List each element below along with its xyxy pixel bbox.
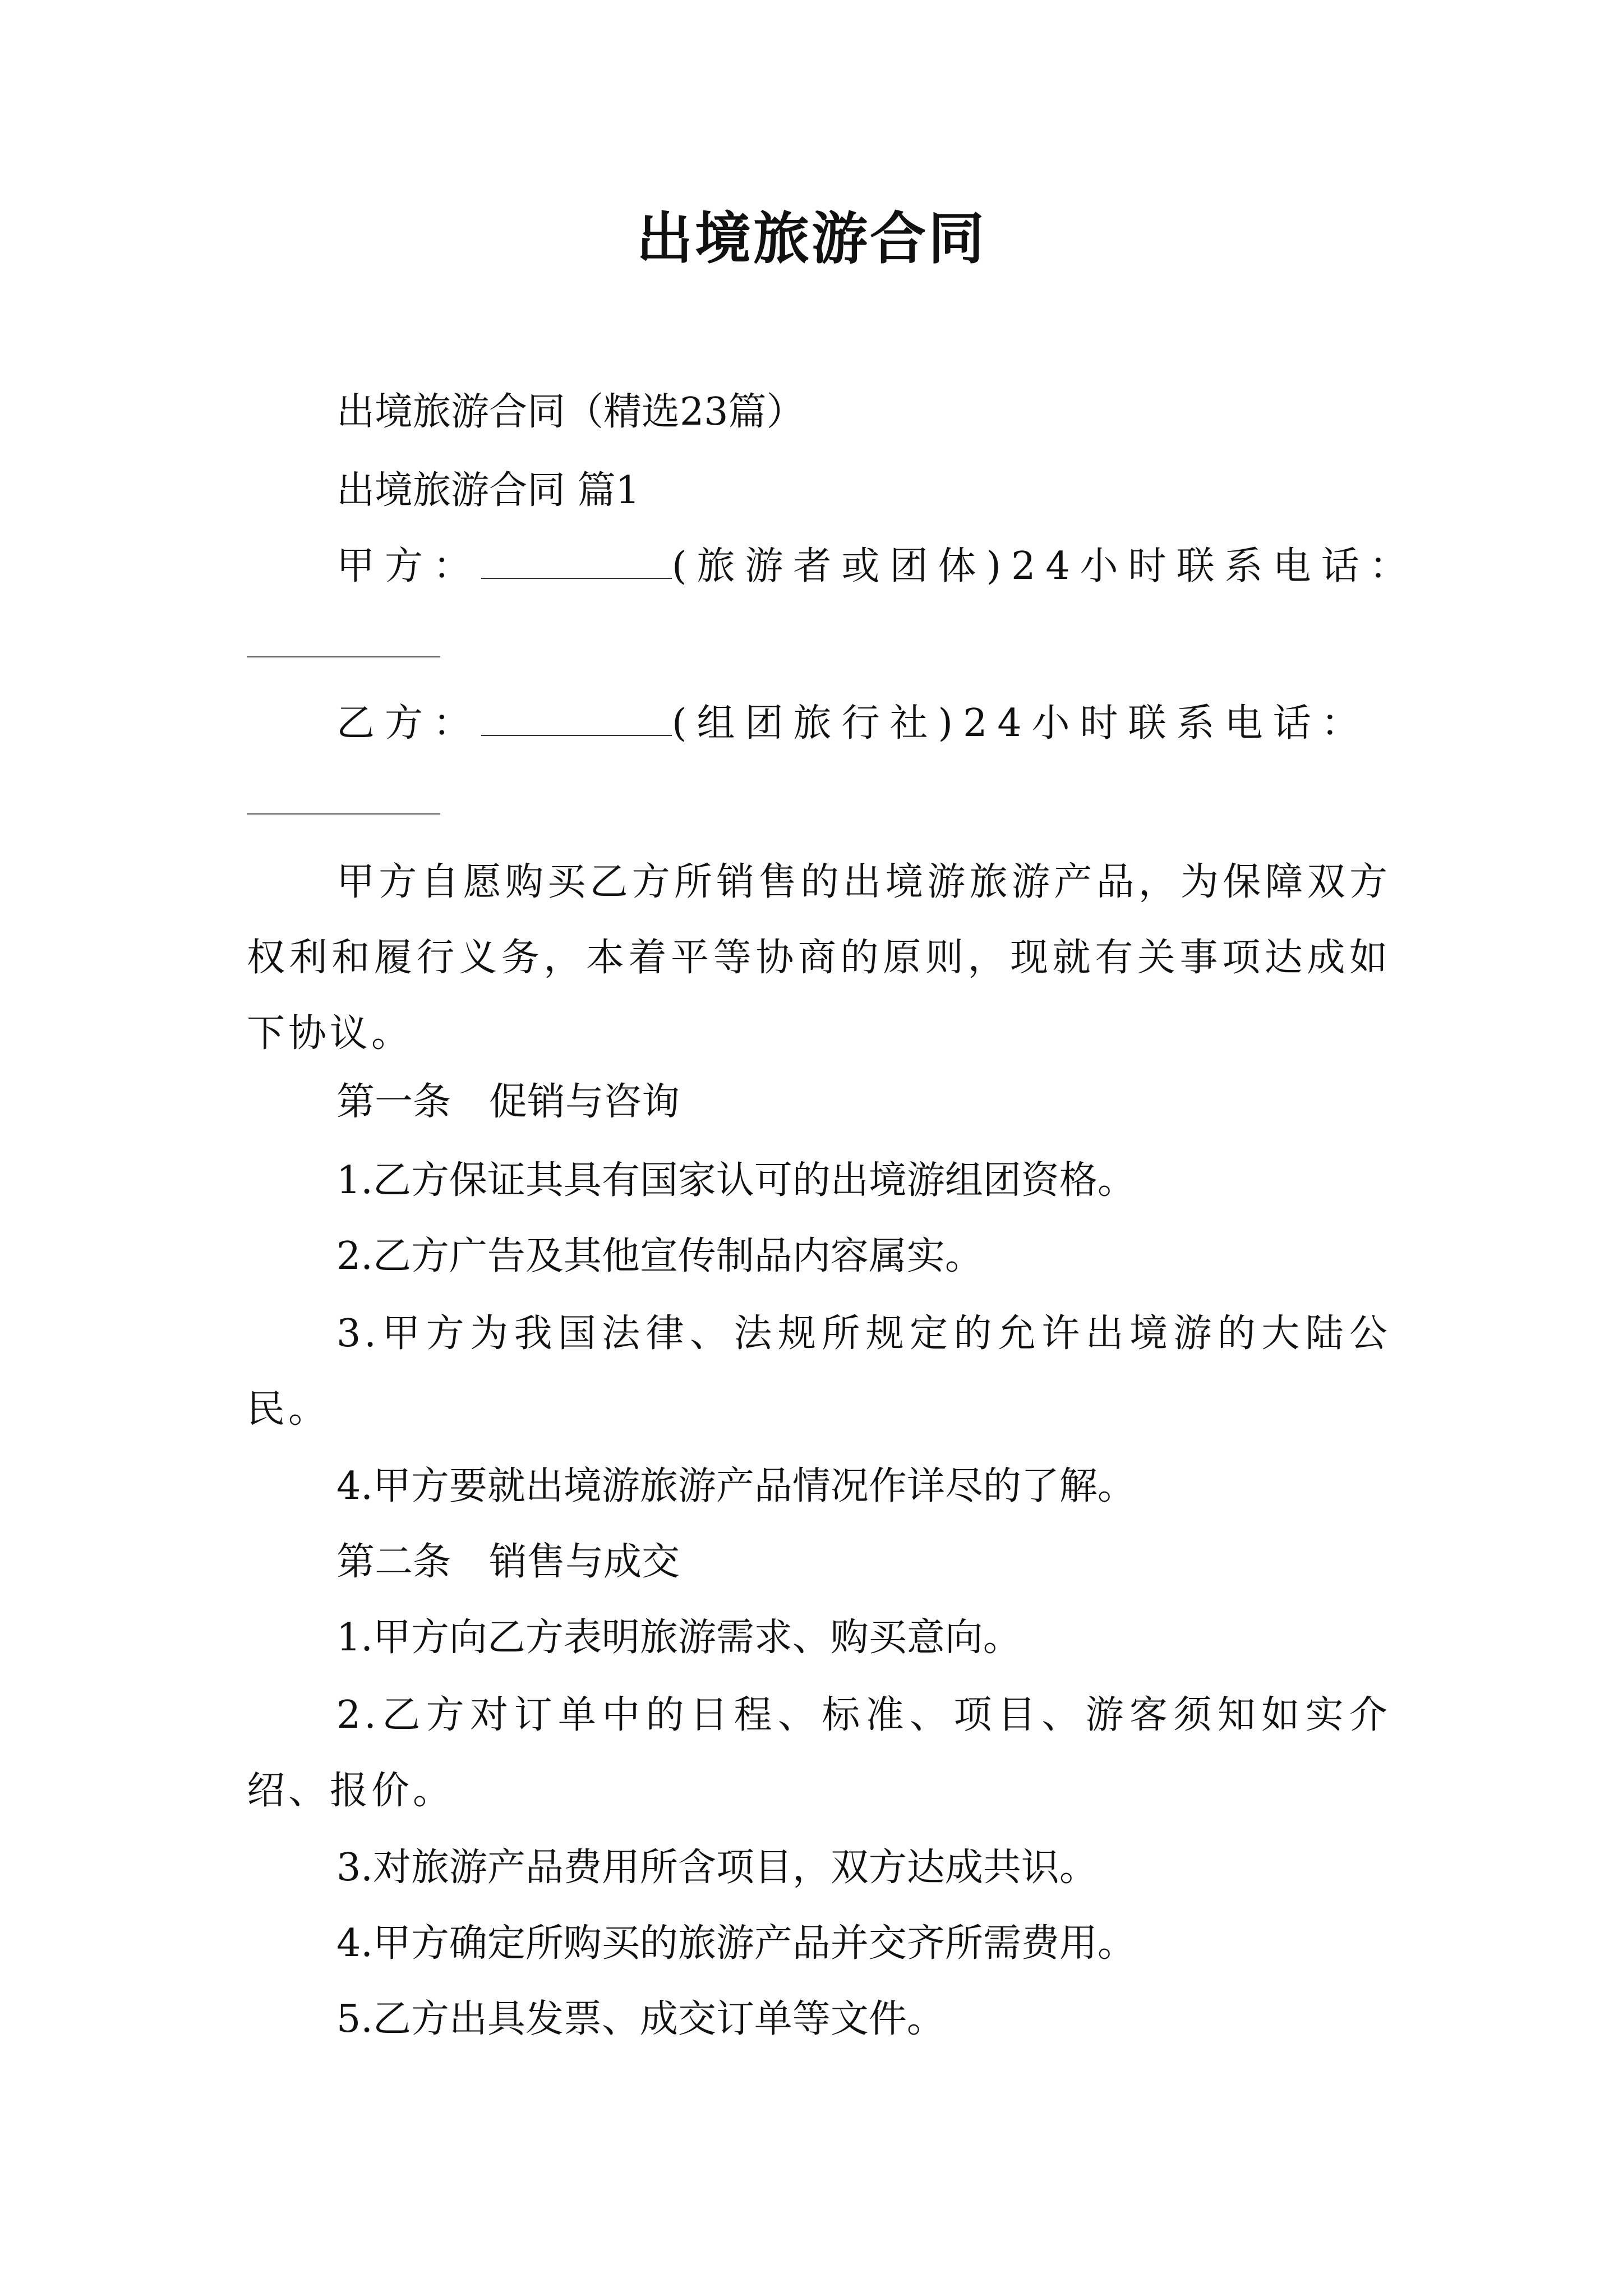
- section-heading: 出境旅游合同 篇1: [336, 468, 640, 513]
- article-1-item-4: 4.甲方要就出境游旅游产品情况作详尽的了解。: [336, 1464, 1136, 1508]
- article-2-item-2: 2.乙方对订单中的日程、标准、项目、游客须知如实介绍、报价。: [247, 1693, 1391, 1813]
- article-1-title: 第一条 促销与咨询: [336, 1080, 680, 1124]
- subtitle: 出境旅游合同（精选23篇）: [336, 390, 805, 434]
- party-a-phone-blank: [247, 656, 440, 657]
- article-1-item-1: 1.乙方保证其具有国家认可的出境游组团资格。: [336, 1158, 1136, 1203]
- article-2-item-1: 1.甲方向乙方表明旅游需求、购买意向。: [336, 1616, 1021, 1660]
- party-b-description: (组团旅行社)24小时联系电话：: [672, 701, 1370, 746]
- party-a-name-blank: [481, 544, 672, 579]
- article-2-title: 第二条 销售与成交: [336, 1540, 680, 1584]
- document-title: 出境旅游合同: [637, 205, 986, 272]
- party-a-description: (旅游者或团体)24小时联系电话：: [672, 544, 1418, 588]
- party-b-line: [247, 696, 1481, 752]
- article-2-item-4: 4.甲方确定所购买的旅游产品并交齐所需费用。: [336, 1921, 1136, 1966]
- party-b-name-blank: [481, 701, 672, 736]
- party-b-label: 乙方：: [336, 701, 482, 746]
- party-a-label: 甲方：: [336, 544, 482, 588]
- party-b-phone-blank: [247, 813, 440, 815]
- article-1-item-3: 3.甲方为我国法律、法规所规定的允许出境游的大陆公民。: [247, 1312, 1391, 1432]
- article-2-item-3: 3.对旅游产品费用所含项目，双方达成共识。: [336, 1846, 1098, 1890]
- article-2-item-5: 5.乙方出具发票、成交订单等文件。: [336, 1997, 945, 2041]
- party-a-line: [247, 539, 1481, 595]
- intro-paragraph: 甲方自愿购买乙方所销售的出境游旅游产品，为保障双方权利和履行义务，本着平等协商的原则，现就有关事项达成如下协议。: [247, 860, 1391, 1056]
- article-1-item-2: 2.乙方广告及其他宣传制品内容属实。: [336, 1234, 983, 1278]
